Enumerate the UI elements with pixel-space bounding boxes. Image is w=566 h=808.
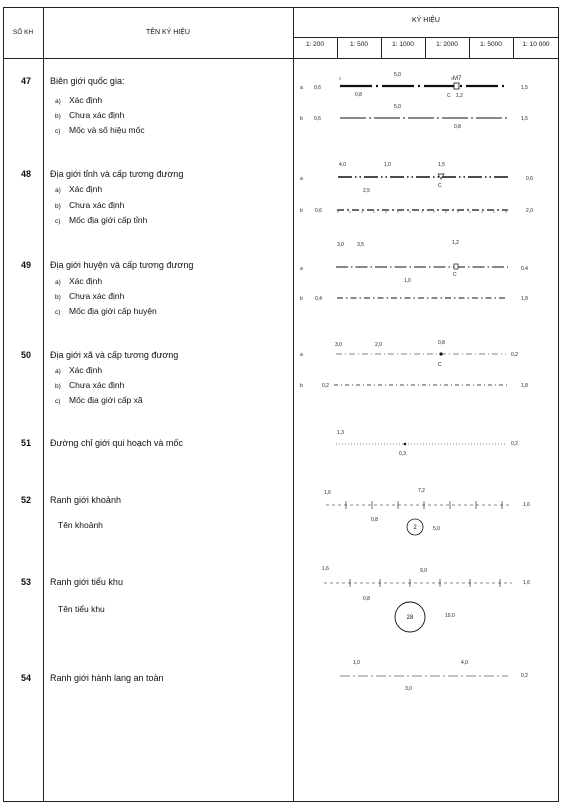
dim-label: 2,0 [375,342,382,348]
item-text: Xác định [69,184,103,194]
marker-number: M7 [453,76,462,82]
row-title: Địa giới tỉnh và cấp tương đương [50,169,184,179]
dim-label: 1,8 [521,383,528,389]
dim-label: 1,8 [521,296,528,302]
dim-label: 0,2 [521,673,528,679]
district-marker-symbol [454,264,458,269]
dim-label: 1,5 [521,85,528,91]
variant-b-label: b [300,296,303,302]
dim-label: 0,2 [511,441,518,447]
dim-label: 1,5 [438,162,445,168]
header-name: TÊN KÝ HIỆU [146,29,190,36]
item-text: Mốc và số hiệu mốc [69,125,145,135]
dim-label: 7,2 [418,488,425,494]
item-tag: b) [55,294,61,301]
row-title: Đường chỉ giới qui hoạch và mốc [50,438,183,448]
item-tag: a) [55,187,61,194]
dim-label: 0,6 [314,85,321,91]
item-text: Chưa xác định [69,200,125,210]
variant-a-label: a [300,266,303,272]
row-title: Biên giới quốc gia: [50,76,125,86]
dim-label: 3,0 [335,342,342,348]
dim-label: 3,0 [405,686,412,692]
dim-label: 5,0 [394,104,401,110]
dim-label: 0,8 [355,92,362,98]
item-tag: a) [55,368,61,375]
item-tag: c) [55,398,61,405]
dim-label: 3,5 [357,242,364,248]
dim-label: 1,0 [353,660,360,666]
item-text: Chưa xác định [69,380,125,390]
dim-label: 0,2 [511,352,518,358]
row-extra-label: Tên tiểu khu [58,604,105,614]
item-text: Mốc địa giới cấp huyện [69,306,157,316]
scale-label: 1: 5000 [480,41,502,48]
item-text: Chưa xác định [69,291,125,301]
item-text: Mốc địa giới cấp tỉnh [69,215,148,225]
scale-label: 1: 1000 [392,41,414,48]
item-text: Mốc địa giới cấp xã [69,395,143,405]
item-tag: b) [55,383,61,390]
scale-label: 1: 500 [349,41,369,48]
dim-label: 0,4 [315,296,322,302]
dim-label: 1,6 [523,580,530,586]
row-number: 53 [20,577,31,587]
dim-label: 1,6 [523,502,530,508]
item-text: Xác định [69,365,103,375]
boundary-marker-symbol [454,83,459,89]
item-text: Chưa xác định [69,110,125,120]
dim-label: 1,5 [521,116,528,122]
row-number: 50 [20,350,31,360]
scale-label: 1: 2000 [436,41,458,48]
item-tag: c) [55,309,61,316]
row-title: Ranh giới hành lang an toàn [50,673,164,683]
dim-label: 3,0 [337,242,344,248]
dim-label: 2,5 [363,188,370,194]
header-symbol: KÝ HIỆU [411,17,440,24]
row-number: 49 [20,260,31,270]
dim-label: 5,0 [433,526,440,532]
row-number: 52 [20,495,31,505]
dim-label: 1,3 [337,430,344,436]
item-tag: b) [55,203,61,210]
item-text: Xác định [69,276,103,286]
planning-marker [404,443,407,446]
variant-a-label: a [300,352,303,358]
dim-label: 0,8 [438,340,445,346]
dim-label: 0,6 [526,176,533,182]
row-title: Địa giới huyện và cấp tương đương [50,260,194,270]
dim-label: 4,0 [461,660,468,666]
item-text: Xác định [69,95,103,105]
dim-label: 4,0 [339,162,346,168]
dim-label: 1,2 [456,93,463,99]
dim-label: 2,0 [526,208,533,214]
subzone-number: 28 [406,615,414,621]
marker-code: C [453,272,457,278]
row-title: Ranh giới khoảnh [50,495,121,505]
variant-a-label: a [300,85,303,91]
variant-b-label: b [300,383,303,389]
item-tag: b) [55,113,61,120]
dim-label: 0,8 [371,517,378,523]
dim-label: 0,4 [521,266,528,272]
variant-b-label: b [300,116,303,122]
marker-code: C [438,183,442,189]
dim-label: 0,3 [399,451,406,457]
dim-label: 10,0 [445,613,455,619]
item-tag: c) [55,128,61,135]
dim-label: 0,6 [315,208,322,214]
marker-code: C [438,362,442,368]
item-tag: c) [55,218,61,225]
dim-label: 1,0 [404,278,411,284]
dim-label: 1,0 [384,162,391,168]
row-number: 51 [20,438,31,448]
dim-label: 0,8 [454,124,461,130]
row-extra-label: Tên khoảnh [58,520,103,530]
dim-label: 0,8 [363,596,370,602]
commune-marker-symbol [439,352,442,355]
dim-label: 1,2 [452,240,459,246]
item-tag: a) [55,279,61,286]
dim-label: 0,6 [314,116,321,122]
item-tag: a) [55,98,61,105]
marker-code: C [447,93,451,99]
dim-label: 1,6 [322,566,329,572]
dim-label: 0,2 [322,383,329,389]
row-title: Địa giới xã và cấp tương đương [50,350,179,360]
scale-label: 1: 200 [305,41,325,48]
dim-label: 9,0 [420,568,427,574]
row-number: 47 [20,76,31,86]
variant-b-label: b [300,208,303,214]
dim-label: 5,0 [394,72,401,78]
row-number: 48 [20,169,31,179]
row-number: 54 [20,673,31,683]
scale-label: 1: 10 000 [522,41,550,48]
row-title: Ranh giới tiểu khu [50,577,123,587]
dim-label: 1,6 [324,490,331,496]
header-no: SỐ KH [12,29,34,36]
compartment-number: 2 [413,525,417,531]
variant-a-label: a [300,176,303,182]
